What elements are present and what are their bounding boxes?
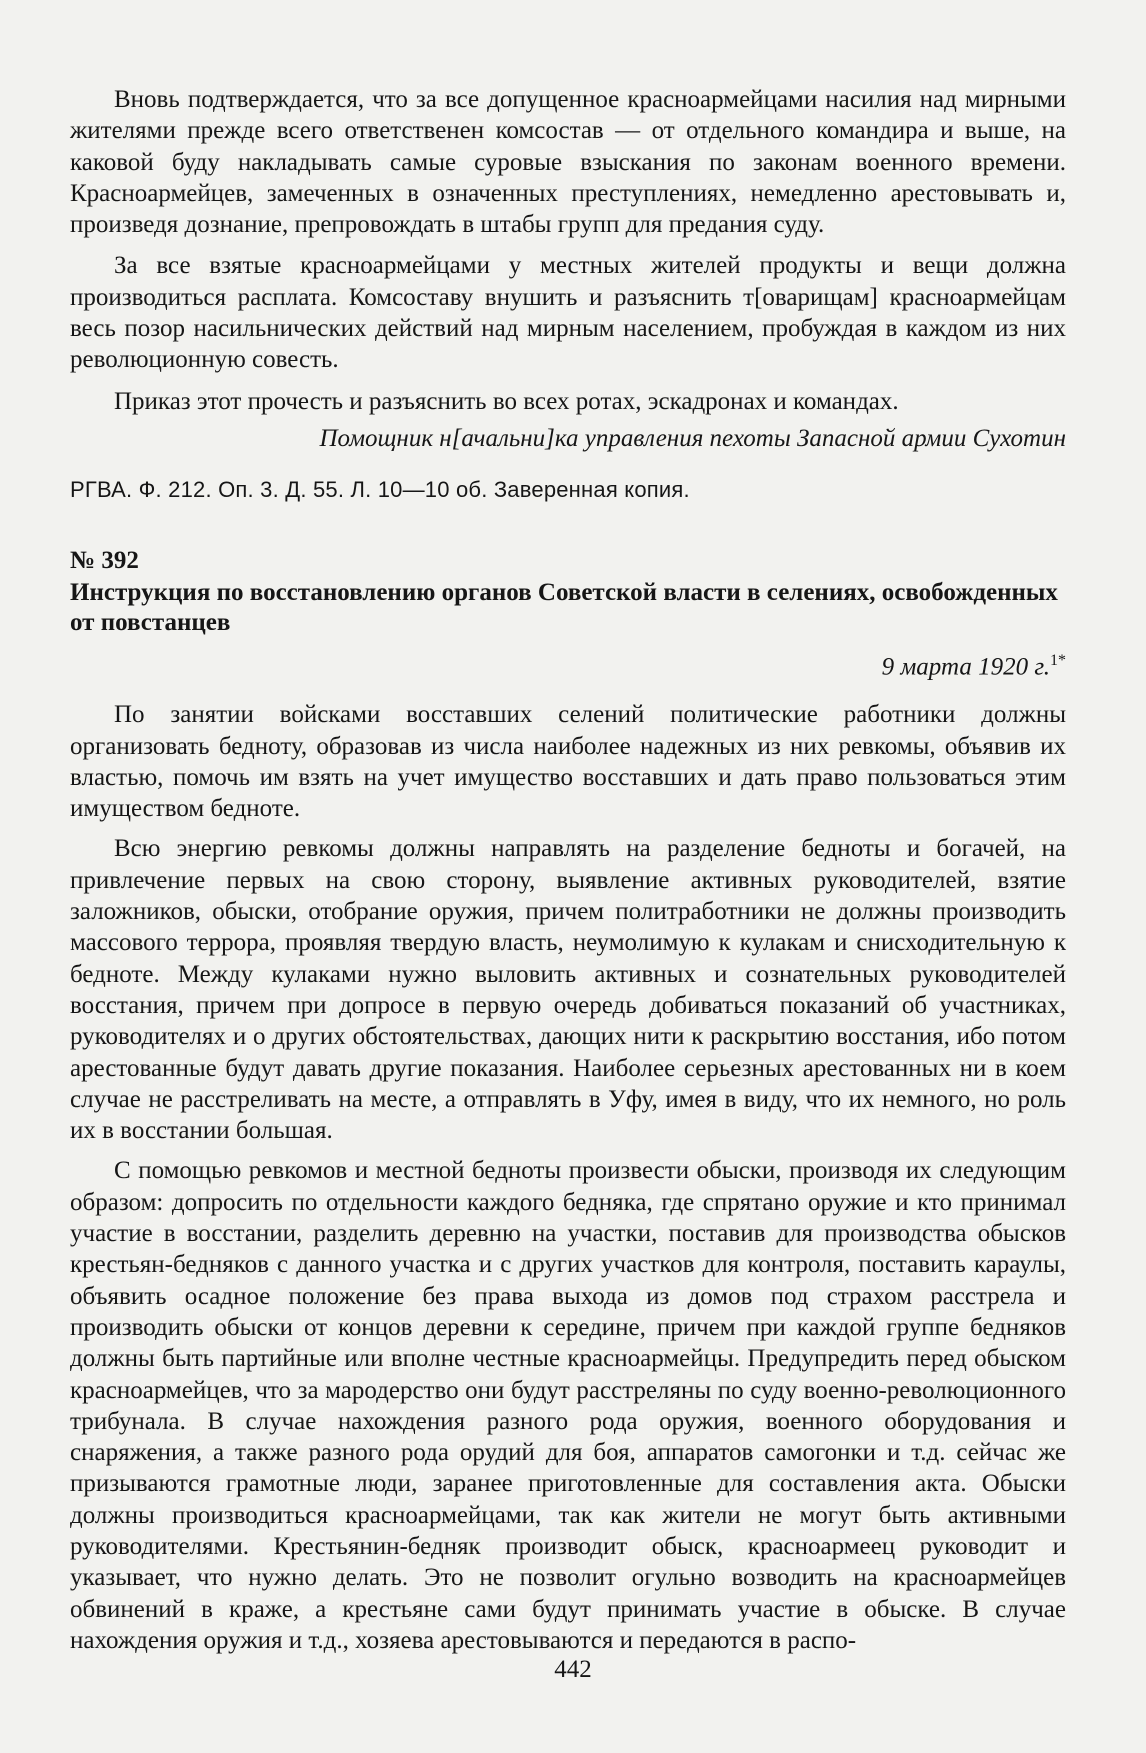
- date-text: 9 марта 1920 г.: [881, 653, 1050, 681]
- body-paragraph-1: По занятии войсками восставших селений политические работники должны организовать бедноту, образовав из числа наиболее надежных из них ревкомы, объявив их властью, помочь им взять на учет имущество восставших и дать право пользоваться этим имуществом бедноте.: [70, 701, 1066, 823]
- document-number: № 392: [70, 546, 139, 574]
- document-title: Инструкция по восстановлению органов Советской власти в селениях, освобожденных от повстанцев: [70, 578, 1058, 636]
- document-body: [70, 699, 1066, 1656]
- page-number: 442: [554, 1656, 592, 1683]
- body-paragraph-3: С помощью ревкомов и местной бедноты произвести обыски, производя их следующим образом: допросить по отдельности каждого бедняка, где спрятано оружие и кто принимал участие в восстании, разделить деревню на участки, поставив для производства обысков крестьян-бедняков с данного участка и с других участков для контроля, поставить караулы, объявить осадное положение без права выхода из домов под страхом расстрела и производить обыски от концов деревни к середине, причем при каждой группе бедняков должны быть партийные или вполне честные красноармейцы. Предупредить перед обыском красноармейцев, что за мародерство они будут расстреляны по суду военно-революционного трибунала. В случае нахождения разного рода оружия, военного оборудования и снаряжения, а также разного рода орудий для боя, аппаратов самогонки и т.д. сейчас же призываются грамотные люди, заранее приготовленные для составления акта. Обыски должны производиться красноармейцами, так как жители не могут быть активными руководителями. Крестьянин-бедняк производит обыск, красноармеец руководит и указывает, что нужно делать. Это не позволит огульно возводить на красноармейцев обвинений в краже, а крестьяне сами будут принимать участие в обыске. В случае нахождения оружия и т.д., хозяева арестовываются и передаются в распо-: [70, 1157, 1066, 1654]
- archive-reference: РГВА. Ф. 212. Оп. 3. Д. 55. Л. 10—10 об. Заверенная копия.: [70, 476, 690, 502]
- intro-paragraph-2: За все взятые красноармейцами у местных жителей продукты и вещи должна производиться расплата. Комсоставу внушить и разъяснить т[оварищам] красноармейцам весь позор насильнических действий над мирным населением, пробуждая в каждом из них революционную совесть.: [70, 252, 1066, 374]
- footnote-mark: 1*: [1050, 651, 1066, 669]
- order-line: Приказ этот прочесть и разъяснить во всех ротах, эскадронах и командах.: [114, 387, 899, 415]
- intro-paragraph-1: Вновь подтверждается, что за все допущенное красноармейцами насилия над мирными жителями прежде всего ответственен комсостав — от отдельного командира и выше, на каковой буду накладывать самые суровые взыскания по законам военного времени. Красноармейцев, замеченных в означенных преступлениях, немедленно арестовывать и, произведя дознание, препровождать в штабы групп для предания суду.: [70, 86, 1066, 239]
- document-date: [70, 646, 1066, 682]
- body-paragraph-2: Всю энергию ревкомы должны направлять на разделение бедноты и богачей, на привлечение первых на свою сторону, выявление активных руководителей, взятие заложников, обыски, отобрание оружия, причем политработники не должны производить массового террора, проявляя твердую власть, неумолимую к кулакам и снисходительную к бедноте. Между кулаками нужно выловить активных и сознательных руководителей восстания, причем при допросе в первую очередь добиваться показаний об участниках, руководителях и о других обстоятельствах, дающих нити к раскрытию восстания, ибо потом арестованные будут давать другие показания. Наиболее серьезных арестованных ни в коем случае не расстреливать на месте, а отправлять в Уфу, имея в виду, что их немного, но роль их в восстании большая.: [70, 835, 1066, 1145]
- signature: Помощник н[ачальни]ка управления пехоты Запасной армии Сухотин: [319, 424, 1066, 452]
